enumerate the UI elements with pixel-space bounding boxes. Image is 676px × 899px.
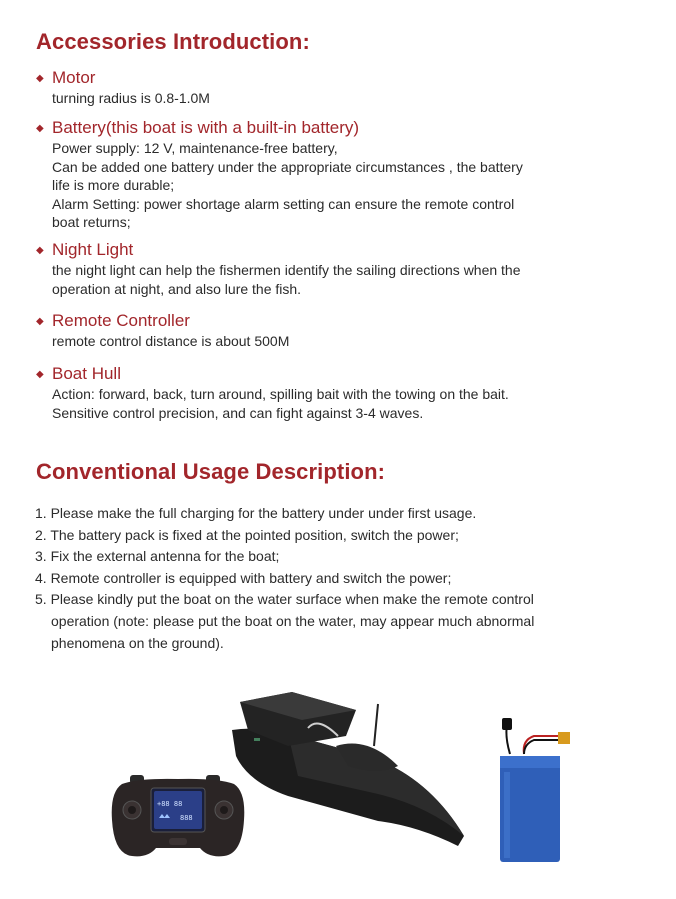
usage-steps — [35, 503, 655, 654]
accessory-battery — [36, 118, 646, 232]
usage-step: 2. The battery pack is fixed at the pointed position, switch the power; — [35, 526, 459, 543]
accessory-remote-controller — [36, 311, 646, 351]
usage-step: 1. Please make the full charging for the battery under under first usage. — [35, 505, 477, 521]
diamond-bullet-icon: ◆ — [36, 123, 44, 134]
accessory-description: Power supply: 12 V, maintenance-free battery, Can be added one battery under the appropriate circumstances , the battery life is more durable; Alarm Setting: power shortage alarm setting can ensure the remote control boat returns; — [52, 140, 523, 231]
usage-heading: Conventional Usage Description: — [36, 459, 386, 484]
accessory-boat-hull — [36, 364, 646, 422]
accessory-description: Action: forward, back, turn around, spilling bait with the towing on the bait. Sensitive control precision, and can fight against 3-4 waves. — [52, 386, 509, 421]
usage-step-continued: phenomena on the ground). — [51, 634, 224, 651]
diamond-bullet-icon: ◆ — [36, 245, 44, 256]
accessory-title: ◆ Motor — [36, 68, 96, 87]
usage-step: 4. Remote controller is equipped with battery and switch the power; — [35, 569, 452, 586]
remote-screen-readout: +88 88 — [157, 800, 183, 808]
accessory-description: the night light can help the fishermen identify the sailing directions when the operation at night, and also lure the fish. — [52, 262, 521, 297]
usage-step: 3. Fix the external antenna for the boat; — [35, 548, 280, 565]
bait-boat-image — [228, 686, 468, 851]
accessory-title: ◆ Boat Hull — [36, 364, 121, 383]
remote-controller-image — [108, 772, 248, 860]
accessory-night-light — [36, 240, 646, 298]
battery-pack-image — [494, 714, 584, 866]
accessory-title: ◆ Night Light — [36, 240, 134, 259]
diamond-bullet-icon: ◆ — [36, 369, 44, 380]
accessory-motor — [36, 68, 646, 108]
remote-screen-digits: 888 — [180, 814, 193, 822]
usage-step-continued: operation (note: please put the boat on the water, may appear much abnormal — [51, 612, 535, 629]
accessory-description: remote control distance is about 500M — [52, 333, 290, 349]
accessory-title: ◆ Battery(this boat is with a built-in battery) — [36, 118, 360, 137]
accessory-description: turning radius is 0.8-1.0M — [52, 90, 210, 106]
accessories-heading: Accessories Introduction: — [36, 29, 310, 54]
diamond-bullet-icon: ◆ — [36, 73, 44, 84]
accessory-title: ◆ Remote Controller — [36, 311, 190, 330]
usage-step: 5. Please kindly put the boat on the water surface when make the remote control — [35, 591, 534, 608]
diamond-bullet-icon: ◆ — [36, 316, 44, 327]
